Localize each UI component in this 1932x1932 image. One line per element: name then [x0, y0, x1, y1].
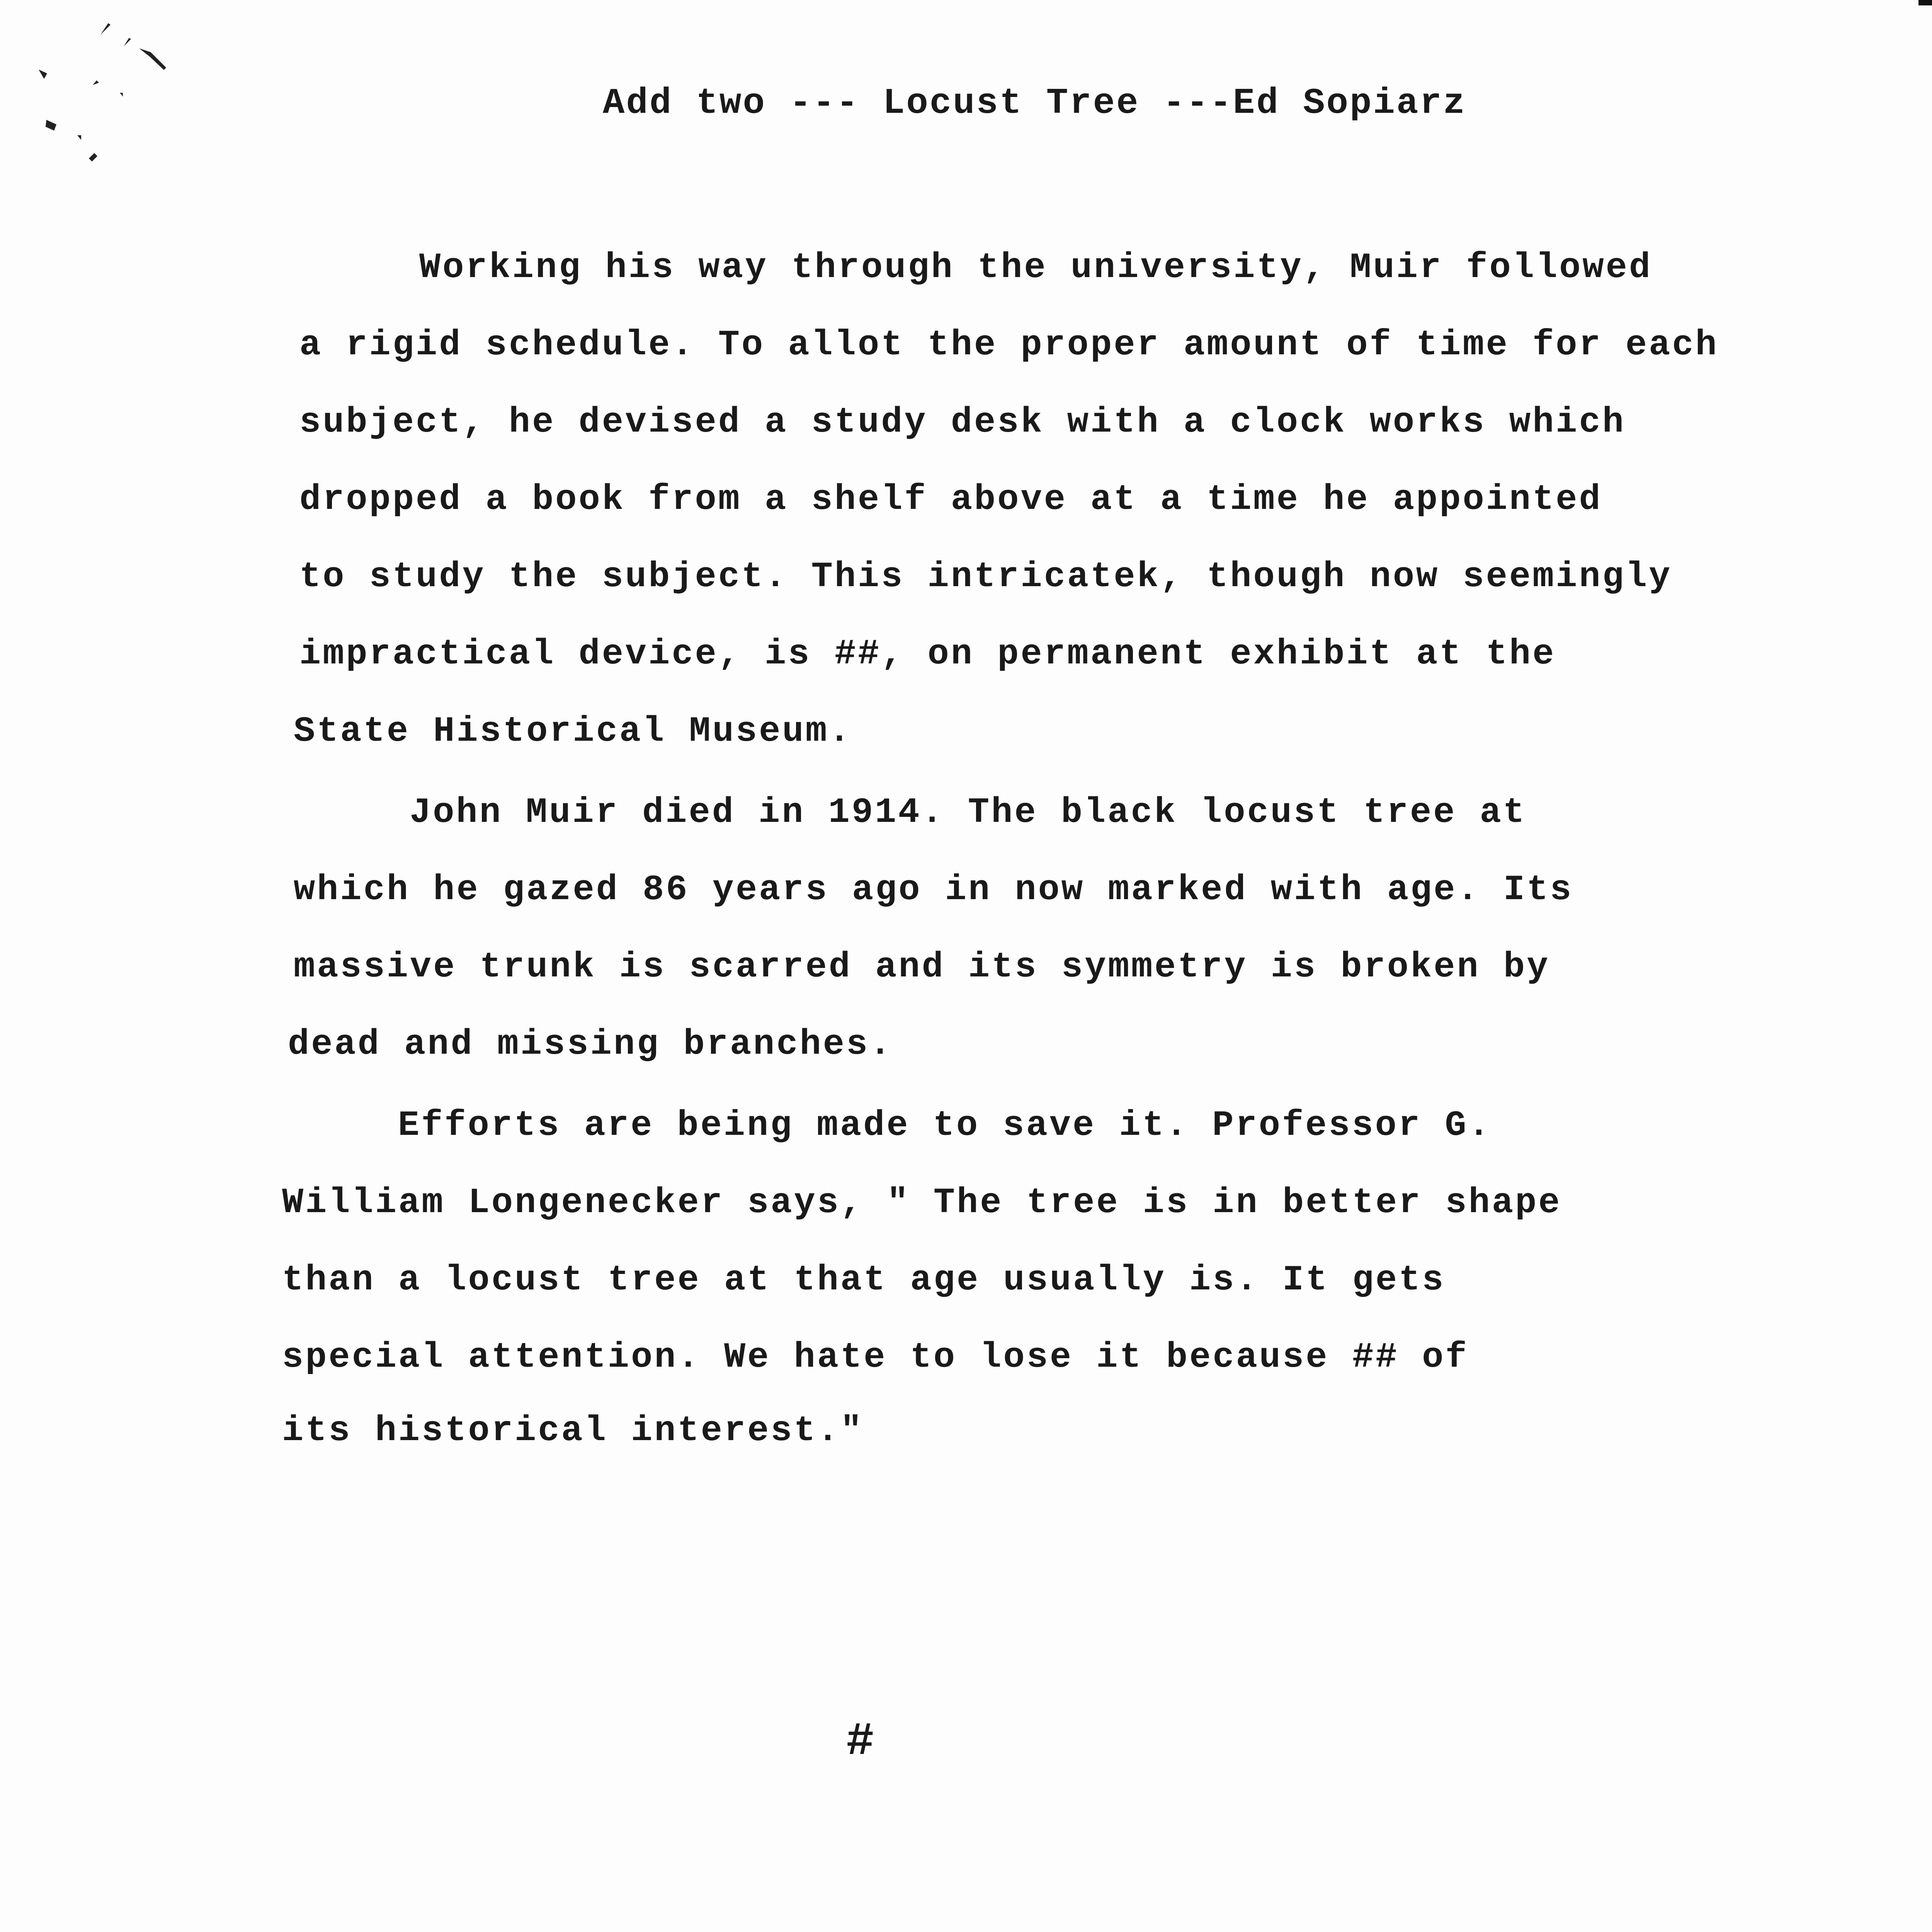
text-line: than a locust tree at that age usually is. It gets [282, 1260, 1446, 1300]
text-line: dropped a book from a shelf above at a time he appointed [299, 479, 1602, 520]
text-line: Efforts are being made to save it. Professor G. [398, 1105, 1492, 1146]
text-line: Working his way through the university, Muir followed [419, 247, 1653, 288]
page-heading: Add two --- Locust Tree ---Ed Sopiarz [603, 83, 1467, 124]
text-line: which he gazed 86 years ago in now marked with age. Its [294, 869, 1573, 910]
text-line: a rigid schedule. To allot the proper amount of time for each [299, 325, 1719, 365]
end-mark: # [846, 1716, 874, 1768]
text-line: impractical device, is ##, on permanent exhibit at the [299, 634, 1556, 674]
text-line: dead and missing branches. [288, 1024, 893, 1065]
text-line: its historical interest." [282, 1410, 864, 1451]
text-line: subject, he devised a study desk with a clock works which [299, 402, 1626, 442]
text-line: John Muir died in 1914. The black locust tree at [410, 792, 1527, 833]
text-line: State Historical Museum. [294, 711, 852, 752]
text-line: massive trunk is scarred and its symmetry is broken by [294, 947, 1550, 987]
text-line: William Longenecker says, " The tree is in better shape [282, 1182, 1562, 1223]
text-line: to study the subject. This intricatek, though now seemingly [299, 556, 1672, 597]
scan-corner-edge [1918, 0, 1932, 23]
text-line: special attention. We hate to lose it because ## of [282, 1337, 1469, 1378]
scan-specks-decoration [23, 12, 185, 182]
